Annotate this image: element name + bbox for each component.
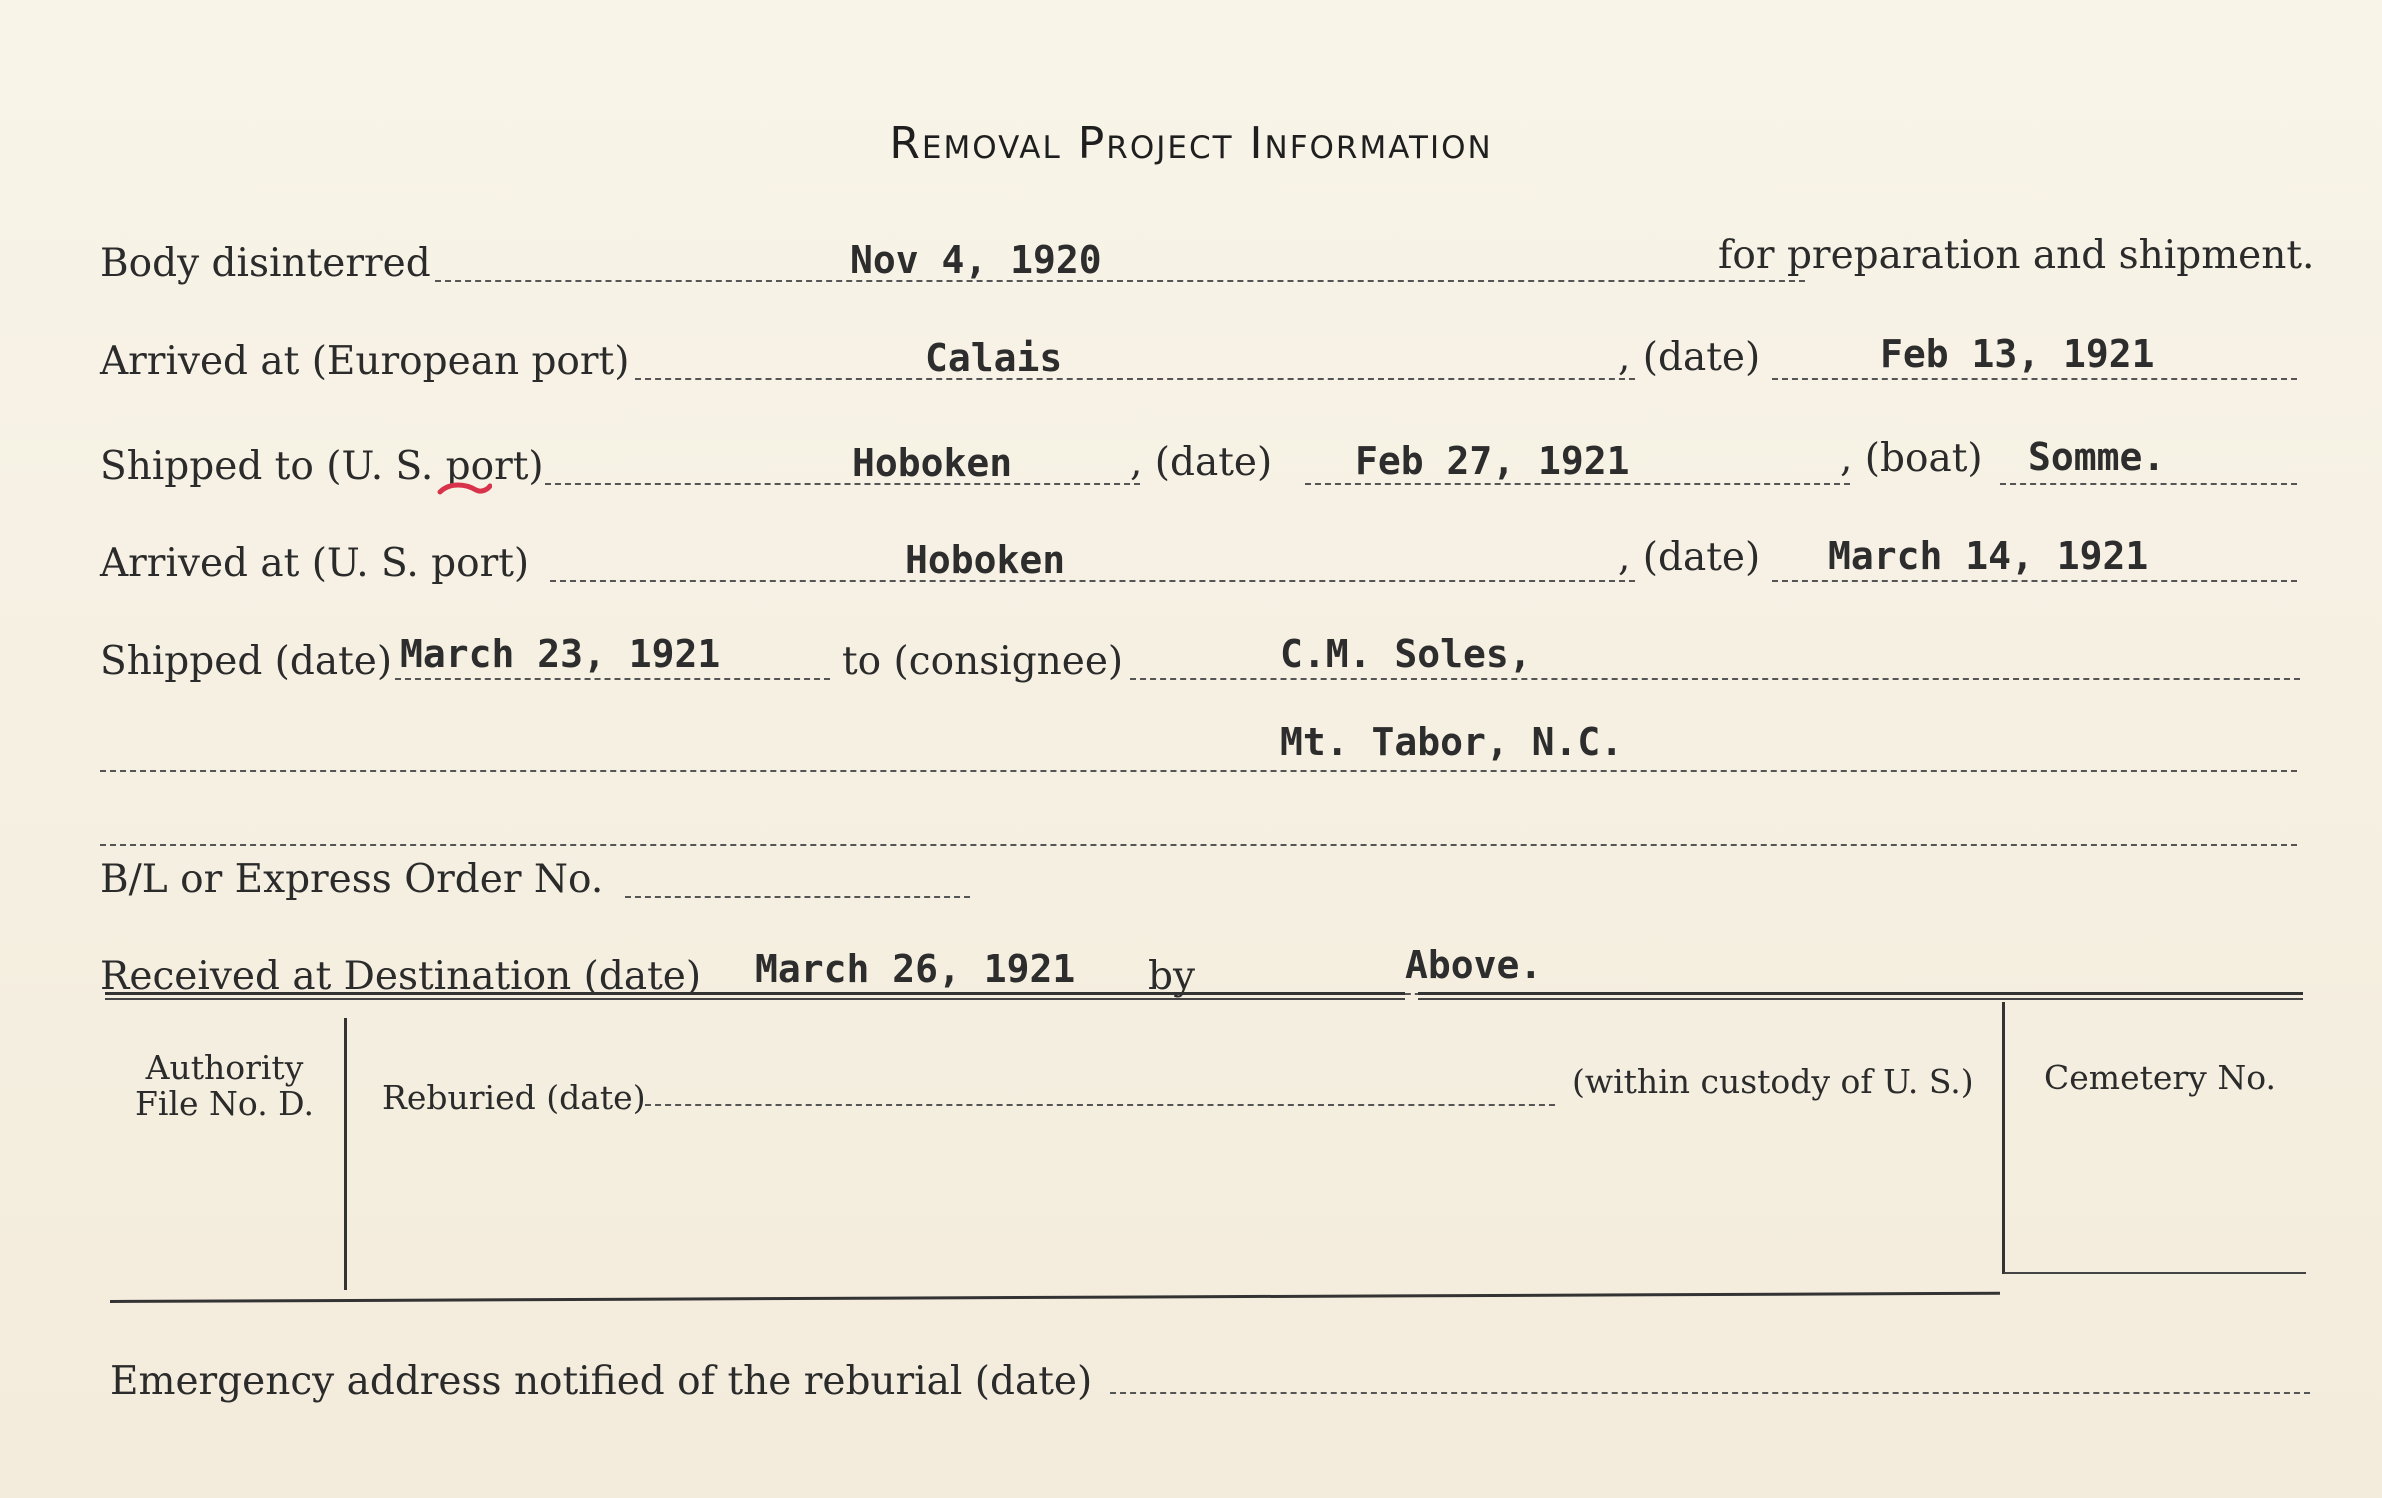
table-top-rule-left-2 bbox=[105, 998, 1405, 1000]
shipped-us-date-label: , (date) bbox=[1130, 440, 1273, 485]
custody-label: (within custody of U. S.) bbox=[1572, 1062, 1974, 1101]
shipped-date-line bbox=[395, 678, 830, 680]
table-top-rule-left bbox=[105, 992, 1405, 995]
european-port-field-line bbox=[635, 378, 1635, 380]
row-shipped bbox=[100, 620, 2300, 690]
row-arrived-us bbox=[100, 522, 2300, 592]
row-bl bbox=[100, 838, 2300, 908]
emergency-line bbox=[1110, 1392, 2310, 1394]
consignee-line bbox=[1130, 678, 2300, 680]
bl-label: B/L or Express Order No. bbox=[100, 857, 604, 902]
shipped-label: Shipped (date) bbox=[100, 639, 393, 684]
row-blank-line bbox=[100, 730, 2300, 800]
consignee-label: to (consignee) bbox=[842, 639, 1124, 684]
european-port-date-label: , (date) bbox=[1618, 335, 1761, 380]
shipped-us-boat-label: , (boat) bbox=[1840, 436, 1983, 481]
row-european-port bbox=[100, 320, 2300, 390]
disinterred-suffix: for preparation and shipment. bbox=[1718, 233, 2315, 278]
table-top-rule-right bbox=[1418, 992, 2303, 995]
received-date-value: March 26, 1921 bbox=[755, 947, 1076, 991]
table-top-rule-right-2 bbox=[1418, 998, 2303, 1000]
authority-label-line-2: File No. D. bbox=[135, 1084, 314, 1123]
consignee-value: C.M. Soles, bbox=[1280, 632, 1532, 676]
arrived-us-date-label: , (date) bbox=[1618, 535, 1761, 580]
arrived-us-label: Arrived at (U. S. port) bbox=[100, 541, 530, 586]
table-divider-right bbox=[2002, 1002, 2005, 1274]
red-ink-mark bbox=[436, 478, 492, 500]
cemetery-label: Cemetery No. bbox=[2044, 1058, 2276, 1097]
consignee-address-value: Mt. Tabor, N.C. bbox=[1280, 720, 1624, 764]
table-bottom-rule-right bbox=[2004, 1272, 2306, 1274]
row-shipped-us bbox=[100, 425, 2300, 495]
row-disinterred bbox=[100, 222, 2315, 292]
disinterred-date: Nov 4, 1920 bbox=[850, 238, 1102, 282]
bl-line bbox=[625, 896, 970, 898]
disinterred-label: Body disinterred bbox=[100, 241, 431, 286]
received-label: Received at Destination (date) bbox=[100, 954, 702, 999]
european-port-value: Calais bbox=[925, 336, 1063, 380]
arrived-us-value: Hoboken bbox=[905, 538, 1066, 582]
shipped-date-value: March 23, 1921 bbox=[400, 632, 721, 676]
received-by-value: Above. bbox=[1405, 943, 1543, 987]
arrived-us-date-line bbox=[1772, 580, 2297, 582]
european-port-date-line bbox=[1772, 378, 2297, 380]
reburied-label: Reburied (date) bbox=[382, 1078, 646, 1117]
reburied-line bbox=[645, 1104, 1555, 1106]
shipped-us-boat-line bbox=[2000, 483, 2297, 485]
received-by-label: by bbox=[1148, 954, 1195, 999]
european-port-label: Arrived at (European port) bbox=[100, 339, 630, 384]
table-divider-left bbox=[344, 1018, 347, 1290]
authority-label-line-1: Authority bbox=[145, 1048, 304, 1087]
table-bottom-rule bbox=[110, 1292, 2000, 1303]
shipped-us-boat-value: Somme. bbox=[2028, 435, 2166, 479]
arrived-us-date-value: March 14, 1921 bbox=[1828, 534, 2149, 578]
page-title: Removal Project Information bbox=[889, 118, 1493, 169]
arrived-us-field-line bbox=[550, 580, 1635, 582]
european-port-date-value: Feb 13, 1921 bbox=[1880, 332, 2155, 376]
shipped-us-label: Shipped to (U. S. port) bbox=[100, 444, 544, 489]
shipped-us-date-line bbox=[1305, 483, 1850, 485]
disinterred-field-line bbox=[435, 280, 1805, 282]
shipped-us-field-line bbox=[545, 483, 1140, 485]
row-emergency bbox=[100, 1340, 2300, 1410]
authority-label bbox=[112, 1050, 337, 1122]
emergency-label: Emergency address notified of the reburial (date) bbox=[110, 1359, 1093, 1404]
shipped-us-value: Hoboken bbox=[852, 441, 1013, 485]
shipped-us-date-value: Feb 27, 1921 bbox=[1355, 439, 1630, 483]
